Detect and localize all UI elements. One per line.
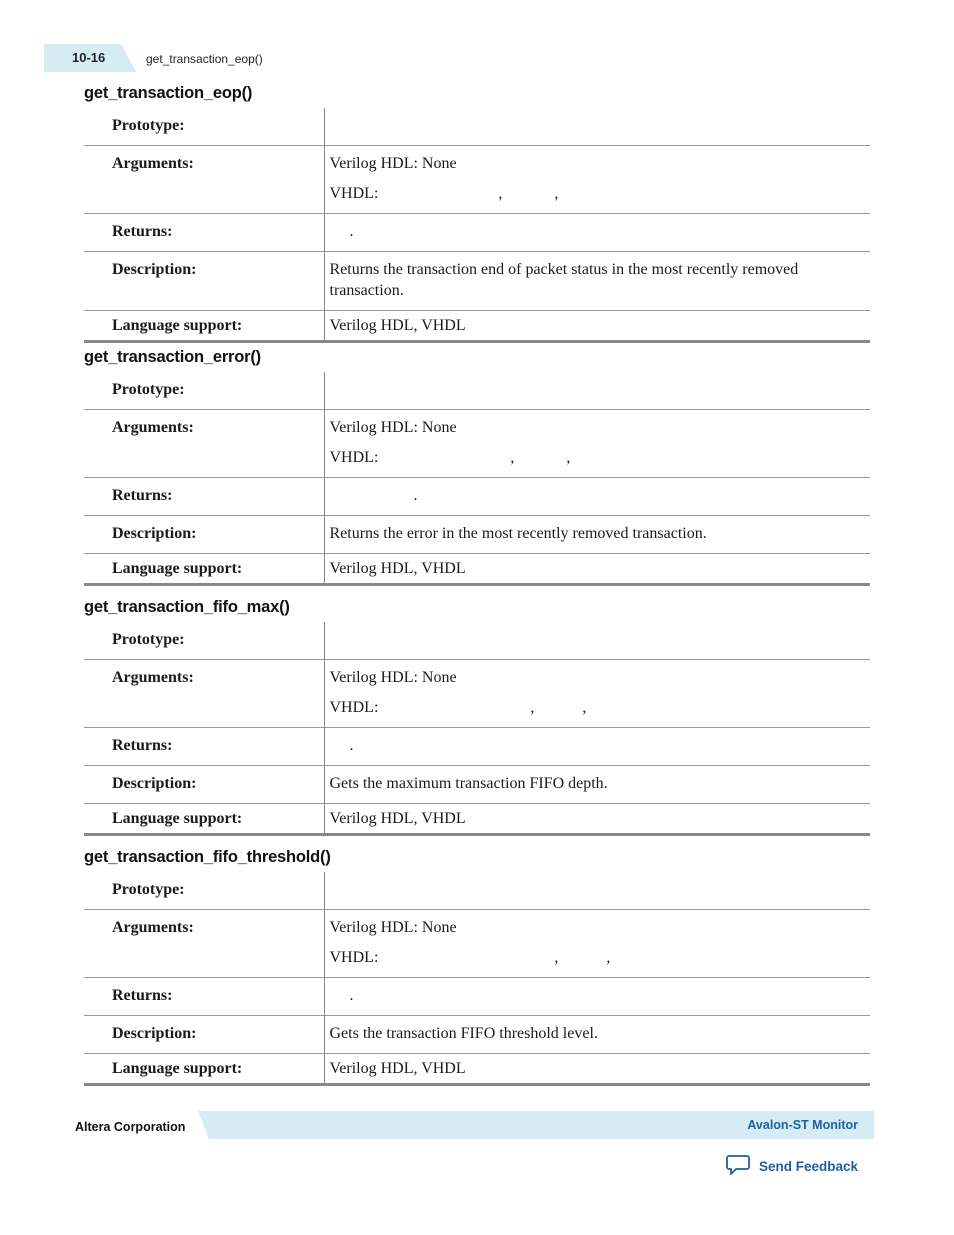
section-title-get-transaction-fifo-max: get_transaction_fifo_max() — [84, 598, 290, 616]
prototype-value — [330, 622, 851, 638]
function-table-get-transaction-eop — [84, 108, 870, 343]
returns-row — [84, 978, 870, 1016]
prototype-label: Prototype: — [112, 881, 185, 898]
prototype-label: Prototype: — [112, 631, 185, 648]
language-support-row — [84, 311, 870, 342]
prototype-row — [84, 108, 870, 146]
description-label: Description: — [112, 261, 197, 278]
description-row — [84, 252, 870, 311]
prototype-label: Prototype: — [112, 381, 185, 398]
arguments-row — [84, 410, 870, 478]
returns-value: . — [349, 987, 354, 1004]
arguments-row — [84, 910, 870, 978]
returns-label: Returns: — [112, 987, 173, 1004]
returns-row — [84, 728, 870, 766]
language-support-label: Language support: — [112, 810, 243, 827]
returns-value: . — [349, 737, 354, 754]
prototype-value — [330, 108, 851, 124]
description-row — [84, 766, 870, 804]
returns-row — [84, 214, 870, 252]
section-title-get-transaction-eop: get_transaction_eop() — [84, 84, 253, 102]
returns-row — [84, 478, 870, 516]
language-support-row — [84, 554, 870, 585]
language-support-value: Verilog HDL, VHDL — [329, 317, 466, 334]
arguments-row — [84, 660, 870, 728]
prototype-row — [84, 622, 870, 660]
language-support-value: Verilog HDL, VHDL — [329, 560, 466, 577]
language-support-label: Language support: — [112, 317, 243, 334]
language-support-label: Language support: — [112, 1060, 243, 1077]
arguments-vhdl: VHDL: , , — [329, 949, 611, 966]
description-value: Gets the transaction FIFO threshold level. — [329, 1025, 598, 1042]
prototype-row — [84, 372, 870, 410]
arguments-row — [84, 146, 870, 214]
speech-bubble-icon — [726, 1154, 759, 1179]
description-row — [84, 516, 870, 554]
arguments-label: Arguments: — [112, 419, 194, 436]
function-table-get-transaction-fifo-threshold — [84, 872, 870, 1086]
footer-company: Altera Corporation — [75, 1120, 186, 1134]
function-table-get-transaction-error — [84, 372, 870, 586]
language-support-value: Verilog HDL, VHDL — [329, 1060, 466, 1077]
description-row — [84, 1016, 870, 1054]
returns-value: . — [349, 223, 354, 240]
prototype-value — [330, 872, 851, 888]
returns-label: Returns: — [112, 487, 173, 504]
arguments-verilog: Verilog HDL: None — [329, 155, 457, 172]
description-label: Description: — [112, 525, 197, 542]
returns-label: Returns: — [112, 223, 173, 240]
description-value: Returns the error in the most recently removed transaction. — [329, 525, 707, 542]
section-title-get-transaction-error: get_transaction_error() — [84, 348, 261, 366]
description-value: Returns the transaction end of packet status in the most recently removed transaction. — [329, 261, 799, 299]
prototype-label: Prototype: — [112, 117, 185, 134]
arguments-vhdl: VHDL: , , — [329, 449, 571, 466]
prototype-value — [330, 372, 851, 388]
send-feedback-link[interactable] — [726, 1154, 858, 1179]
arguments-vhdl: VHDL: , , — [329, 185, 559, 202]
send-feedback-label: Send Feedback — [759, 1159, 859, 1174]
prototype-row — [84, 872, 870, 910]
arguments-verilog: Verilog HDL: None — [329, 919, 457, 936]
arguments-label: Arguments: — [112, 155, 194, 172]
description-label: Description: — [112, 1025, 197, 1042]
language-support-row — [84, 1054, 870, 1085]
language-support-value: Verilog HDL, VHDL — [329, 810, 466, 827]
page-number: 10-16 — [72, 50, 106, 65]
arguments-label: Arguments: — [112, 919, 194, 936]
arguments-verilog: Verilog HDL: None — [329, 419, 457, 436]
language-support-row — [84, 804, 870, 835]
arguments-vhdl: VHDL: , , — [329, 699, 587, 716]
returns-value: . — [413, 487, 418, 504]
arguments-label: Arguments: — [112, 669, 194, 686]
arguments-verilog: Verilog HDL: None — [329, 669, 457, 686]
description-value: Gets the maximum transaction FIFO depth. — [329, 775, 608, 792]
language-support-label: Language support: — [112, 560, 243, 577]
returns-label: Returns: — [112, 737, 173, 754]
function-table-get-transaction-fifo-max — [84, 622, 870, 836]
section-title-get-transaction-fifo-threshold: get_transaction_fifo_threshold() — [84, 848, 331, 866]
running-title: get_transaction_eop() — [146, 52, 263, 66]
footer-document-title[interactable]: Avalon-ST Monitor — [747, 1118, 858, 1132]
description-label: Description: — [112, 775, 197, 792]
